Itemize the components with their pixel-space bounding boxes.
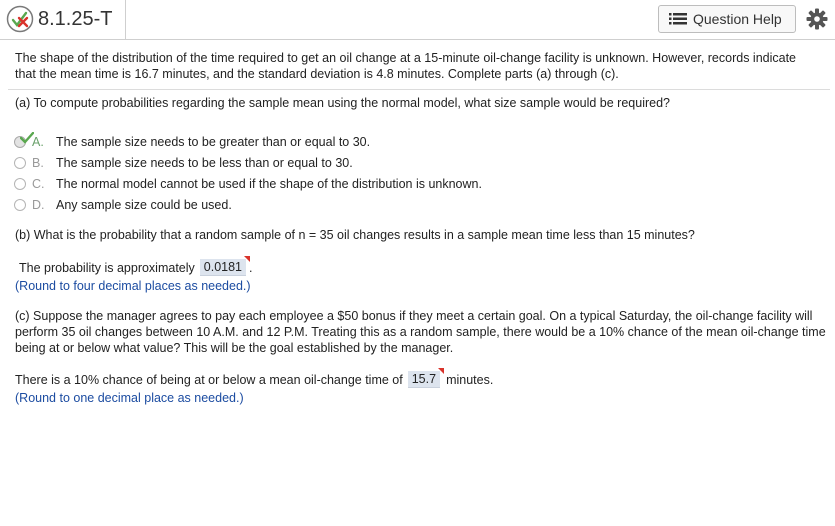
option-letter: A. [32,135,44,149]
answer-value: 15.7 [411,372,437,386]
question-help-label: Question Help [693,11,782,27]
flag-icon [438,368,444,374]
radio-selected[interactable] [14,136,26,148]
answer-field[interactable] [408,371,440,388]
option-text: Any sample size could be used. [56,198,232,212]
option-text: The sample size needs to be greater than or equal to 30. [56,135,371,149]
divider [8,89,830,90]
option-letter: D. [32,198,45,212]
list-icon [669,12,687,26]
part-a-question: (a) To compute probabilities regarding the sample mean using the normal model, what size sample would be required? [15,96,670,110]
option-text: The normal model cannot be used if the shape of the distribution is unknown. [56,177,482,191]
option-letter: C. [32,177,45,191]
option-letter: B. [32,156,44,170]
option-b[interactable] [14,154,353,172]
answer-value: 0.0181 [203,260,243,274]
header-divider [125,0,126,39]
problem-id: 8.1.25-T [38,8,113,30]
option-a[interactable] [14,133,370,151]
problem-intro: The shape of the distribution of the time required to get an oil change at a 15-minute oil-change facility is unknown. However, records indicate that the mean time is 16.7 minutes, and the standard deviation is 4.8 minutes. Complete parts (a) through (c). [15,51,796,81]
radio[interactable] [14,157,26,169]
option-text: The sample size needs to be less than or equal to 30. [56,156,353,170]
radio[interactable] [14,199,26,211]
checkmark-icon [20,132,34,144]
part-c-question: (c) Suppose the manager agrees to pay each employee a $50 bonus if they meet a certain goal. On a typical Saturday, the oil-change facility will perform 35 oil changes between 10 A.M. and 12 P.M. Treating this as a random sample, there would be a 10% chance of the mean oil-change time being at or below what value? This will be the goal established by the manager. [15,309,826,355]
flag-icon [244,256,250,262]
gear-icon[interactable] [806,8,828,30]
incorrect-x-icon [6,5,34,33]
part-b-question: (b) What is the probability that a random sample of n = 35 oil changes results in a sample mean time less than 15 minutes? [15,228,695,242]
question-help-button[interactable] [658,5,796,33]
answer-suffix: . [249,260,253,275]
radio[interactable] [14,178,26,190]
part-c-hint: (Round to one decimal place as needed.) [15,391,244,405]
answer-prefix: The probability is approximately [19,260,195,275]
answer-suffix: minutes. [446,372,494,387]
option-c[interactable] [14,175,482,193]
part-b-answer-line [19,259,253,276]
part-b-hint: (Round to four decimal places as needed.) [15,279,251,293]
answer-field[interactable] [200,259,246,276]
header-bar [0,0,835,40]
answer-prefix: There is a 10% chance of being at or below a mean oil-change time of [15,372,403,387]
option-d[interactable] [14,196,232,214]
part-c-answer-line [15,371,493,388]
